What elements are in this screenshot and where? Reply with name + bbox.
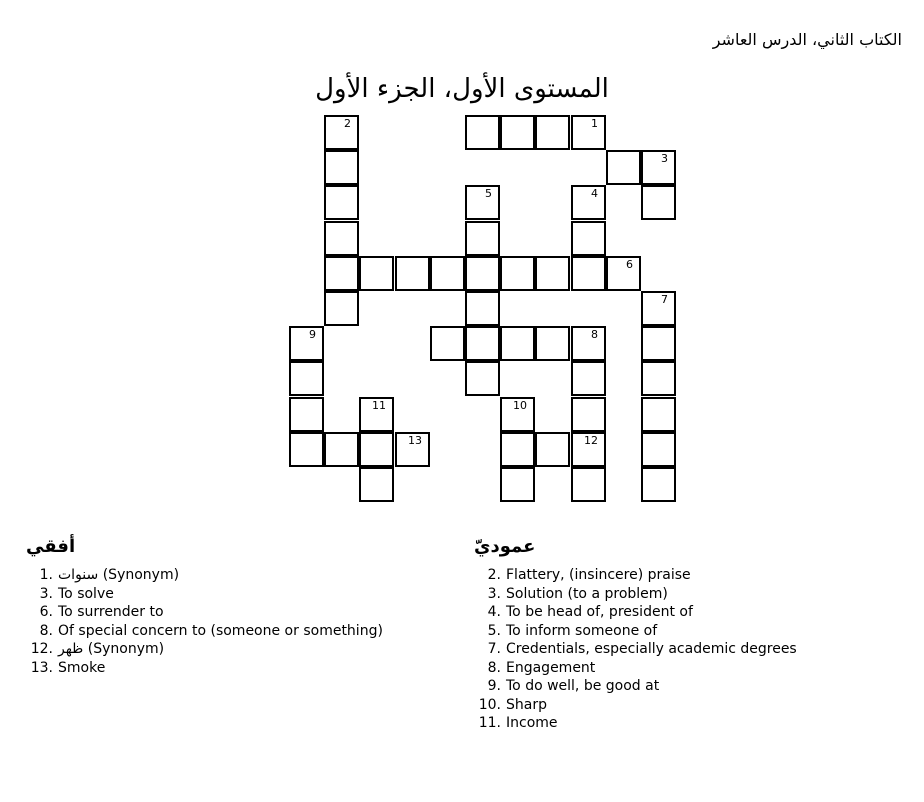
- clue-text: Credentials, especially academic degrees: [506, 641, 797, 657]
- crossword-cell[interactable]: [641, 432, 676, 467]
- crossword-cell[interactable]: [606, 150, 641, 185]
- clue-num: 12.: [30, 641, 53, 657]
- crossword-cell[interactable]: [289, 361, 324, 396]
- crossword-cell[interactable]: [641, 467, 676, 502]
- clue-text: Of special concern to (someone or something): [58, 622, 383, 639]
- clue-number: 12: [584, 434, 598, 447]
- across-clue: [26, 659, 383, 678]
- clue-num: 11.: [478, 715, 501, 731]
- crossword-cell[interactable]: [359, 432, 394, 467]
- clue-num: 3.: [487, 585, 501, 602]
- down-clue: [474, 714, 797, 733]
- down-clue: [474, 640, 797, 659]
- crossword-cell[interactable]: [571, 256, 606, 291]
- crossword-cell[interactable]: [324, 256, 359, 291]
- crossword-cell[interactable]: [395, 432, 430, 467]
- down-clue: [474, 677, 797, 696]
- clue-num: 6.: [39, 604, 53, 620]
- down-clue-list: [474, 566, 797, 733]
- clue-number: 6: [626, 258, 633, 271]
- crossword-cell[interactable]: [465, 221, 500, 256]
- crossword-cell[interactable]: [641, 397, 676, 432]
- crossword-cell[interactable]: [571, 221, 606, 256]
- clue-num: 9.: [487, 678, 501, 694]
- clue-text: ظهر (Synonym): [58, 641, 165, 657]
- clue-number: 13: [408, 434, 422, 447]
- crossword-cell[interactable]: [641, 150, 676, 185]
- crossword-cell[interactable]: [571, 397, 606, 432]
- crossword-cell[interactable]: [535, 326, 570, 361]
- crossword-cell[interactable]: [571, 361, 606, 396]
- clue-num: 5.: [487, 622, 501, 639]
- clue-number: 4: [591, 187, 598, 200]
- across-clue-list: [26, 566, 383, 677]
- clue-text: Smoke: [58, 659, 106, 676]
- down-clue: [474, 585, 797, 604]
- crossword-cell[interactable]: [324, 150, 359, 185]
- crossword-cell[interactable]: [571, 185, 606, 220]
- crossword-cell[interactable]: [430, 326, 465, 361]
- document-header: الكتاب الثاني، الدرس العاشر: [712, 30, 902, 49]
- page-title: المستوى الأول، الجزء الأول: [315, 74, 609, 104]
- crossword-cell[interactable]: [289, 397, 324, 432]
- clue-num: 7.: [487, 641, 501, 657]
- clue-text: To solve: [58, 585, 114, 602]
- crossword-cell[interactable]: [289, 432, 324, 467]
- crossword-cell[interactable]: [641, 185, 676, 220]
- crossword-cell[interactable]: [500, 326, 535, 361]
- crossword-cell[interactable]: [359, 256, 394, 291]
- crossword-cell[interactable]: [395, 256, 430, 291]
- crossword-cell[interactable]: [500, 432, 535, 467]
- crossword-cell[interactable]: [641, 326, 676, 361]
- clue-number: 11: [372, 399, 386, 412]
- clue-text: Flattery, (insincere) praise: [506, 567, 691, 583]
- clue-text: Engagement: [506, 659, 596, 676]
- across-clue: [26, 603, 383, 622]
- clue-number: 1: [591, 117, 598, 130]
- clue-num: 2.: [487, 567, 501, 583]
- crossword-cell[interactable]: [324, 291, 359, 326]
- across-heading: أفقي: [26, 536, 76, 557]
- crossword-cell[interactable]: [465, 361, 500, 396]
- down-clue: [474, 566, 797, 585]
- crossword-cell[interactable]: [465, 115, 500, 150]
- crossword-cell[interactable]: [571, 326, 606, 361]
- clue-number: 2: [344, 117, 351, 130]
- clue-num: 8.: [39, 622, 53, 639]
- crossword-cell[interactable]: [500, 467, 535, 502]
- clue-number: 7: [661, 293, 668, 306]
- down-clue: [474, 603, 797, 622]
- clue-text: To surrender to: [58, 604, 164, 620]
- crossword-cell[interactable]: [535, 432, 570, 467]
- crossword-cell[interactable]: [571, 115, 606, 150]
- crossword-cell[interactable]: [465, 256, 500, 291]
- crossword-cell[interactable]: [571, 432, 606, 467]
- across-clue: [26, 622, 383, 641]
- crossword-cell[interactable]: [465, 291, 500, 326]
- crossword-cell[interactable]: [324, 185, 359, 220]
- crossword-cell[interactable]: [641, 361, 676, 396]
- crossword-cell[interactable]: [535, 256, 570, 291]
- down-clue: [474, 696, 797, 715]
- clue-text: To be head of, president of: [506, 604, 693, 620]
- clue-num: 13.: [30, 659, 53, 676]
- crossword-cell[interactable]: [535, 115, 570, 150]
- crossword-cell[interactable]: [465, 185, 500, 220]
- clue-text: Solution (to a problem): [506, 585, 668, 602]
- crossword-cell[interactable]: [465, 326, 500, 361]
- down-heading: عموديّ: [474, 536, 536, 557]
- clue-text: Income: [506, 715, 558, 731]
- clue-num: 4.: [487, 604, 501, 620]
- clue-num: 8.: [487, 659, 501, 676]
- crossword-cell[interactable]: [606, 256, 641, 291]
- clue-text: Sharp: [506, 696, 547, 713]
- down-clue: [474, 659, 797, 678]
- clue-number: 8: [591, 328, 598, 341]
- clue-text: سنوات (Synonym): [58, 567, 180, 583]
- clue-text: To do well, be good at: [506, 678, 660, 694]
- crossword-cell[interactable]: [430, 256, 465, 291]
- crossword-cell[interactable]: [641, 291, 676, 326]
- clue-number: 9: [309, 328, 316, 341]
- crossword-cell[interactable]: [571, 467, 606, 502]
- crossword-cell[interactable]: [324, 432, 359, 467]
- across-clue: [26, 585, 383, 604]
- clue-number: 5: [485, 187, 492, 200]
- clue-number: 3: [661, 152, 668, 165]
- crossword-cell[interactable]: [500, 256, 535, 291]
- clue-text: To inform someone of: [506, 622, 658, 639]
- clue-number: 10: [513, 399, 527, 412]
- crossword-cell[interactable]: [500, 397, 535, 432]
- across-clue: [26, 566, 383, 585]
- crossword-cell[interactable]: [324, 115, 359, 150]
- crossword-cell[interactable]: [324, 221, 359, 256]
- clue-num: 10.: [478, 696, 501, 713]
- clue-num: 1.: [39, 567, 53, 583]
- crossword-cell[interactable]: [289, 326, 324, 361]
- crossword-cell[interactable]: [359, 467, 394, 502]
- down-clue: [474, 622, 797, 641]
- crossword-cell[interactable]: [500, 115, 535, 150]
- clue-num: 3.: [39, 585, 53, 602]
- across-clue: [26, 640, 383, 659]
- crossword-cell[interactable]: [359, 397, 394, 432]
